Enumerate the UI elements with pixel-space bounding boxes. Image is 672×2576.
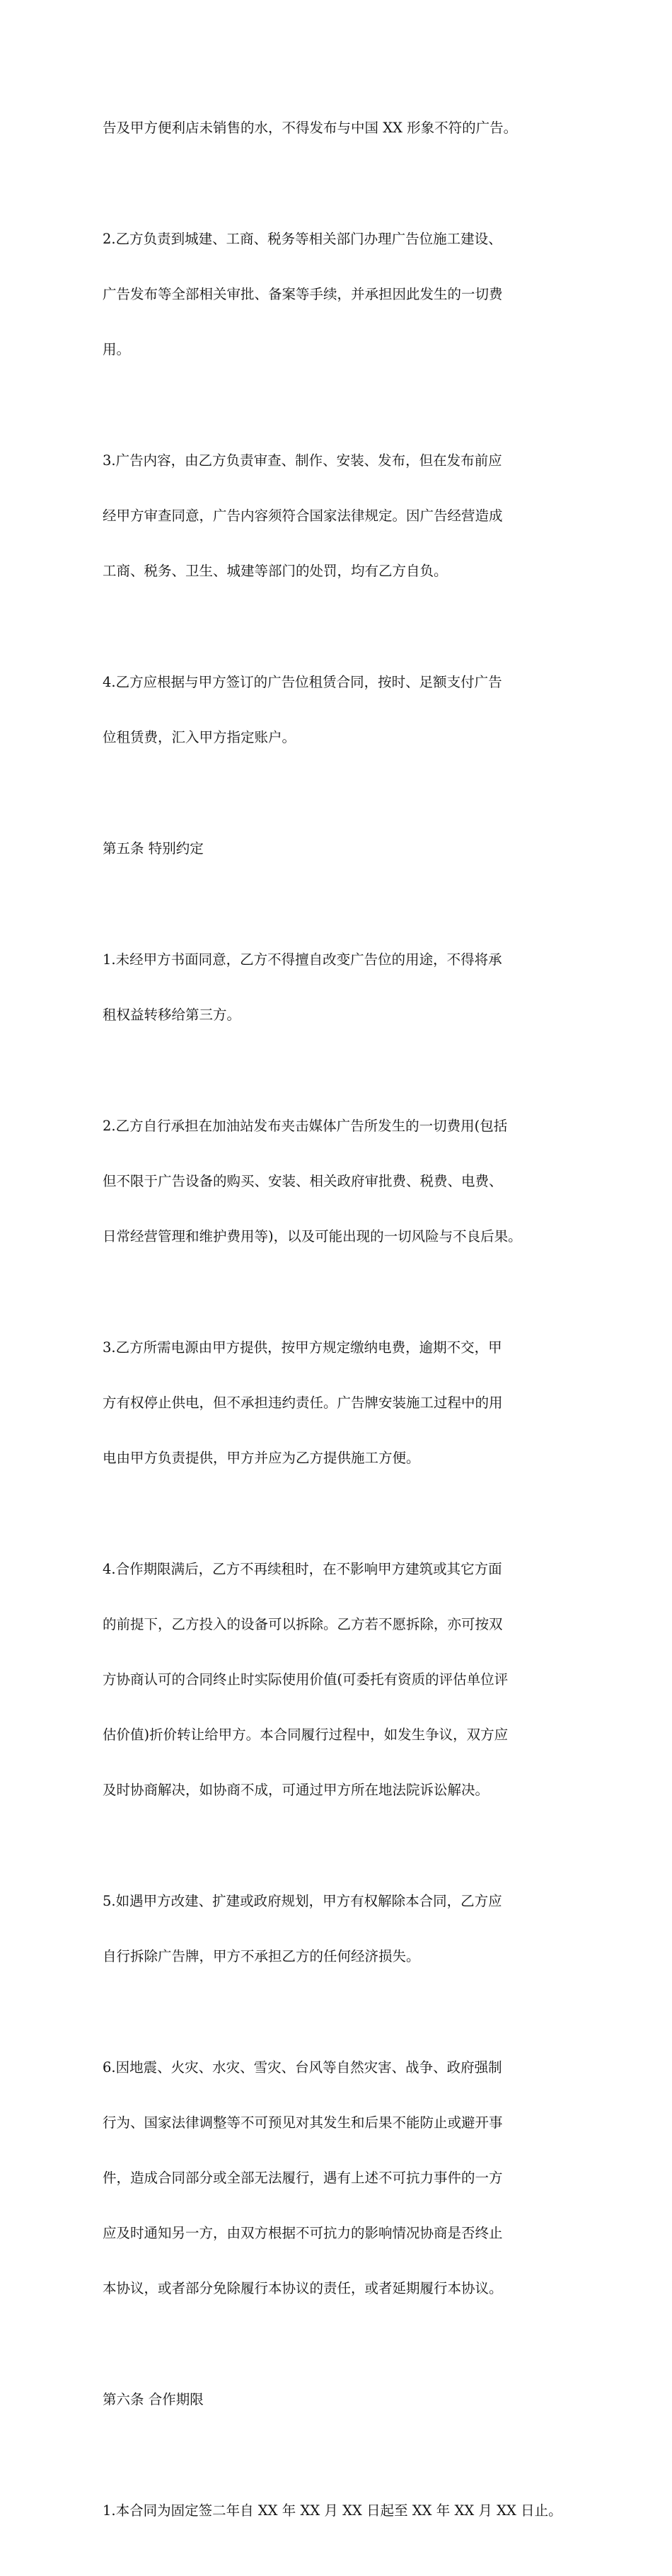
- text-line: 应及时通知另一方，由双方根据不可抗力的影响情况协商是否终止: [103, 2225, 503, 2241]
- text-line: 方有权停止供电，但不承担违约责任。广告牌安装施工过程中的用: [103, 1395, 503, 1411]
- text-line: 3.广告内容，由乙方负责审查、制作、安装、发布，但在发布前应: [103, 452, 502, 469]
- section-heading-article-6: [103, 2354, 584, 2446]
- text-line: 工商、税务、卫生、城建等部门的处罚，均有乙方自负。: [103, 563, 448, 579]
- paragraph-rent-payment: [103, 636, 584, 784]
- paragraph-ad-review: [103, 415, 584, 617]
- text-line: 6.因地震、火灾、水灾、雪灾、台风等自然灾害、战争、政府强制: [103, 2059, 502, 2076]
- text-line: 告及甲方便利店未销售的水，不得发布与中国 XX 形象不符的广告。: [103, 120, 518, 136]
- paragraph-power-supply: [103, 1302, 584, 1504]
- text-line: 经甲方审查同意，广告内容须符合国家法律规定。因广告经营造成: [103, 508, 503, 524]
- text-line: 租权益转移给第三方。: [103, 1007, 241, 1023]
- text-line: 行为、国家法律调整等不可预见对其发生和后果不能防止或避开事: [103, 2114, 503, 2131]
- text-line: 自行拆除广告牌，甲方不承担乙方的任何经济损失。: [103, 1948, 420, 1964]
- text-line: 1.未经甲方书面同意，乙方不得擅自改变广告位的用途，不得将承: [103, 951, 502, 968]
- heading-text: 第六条 合作期限: [103, 2391, 204, 2408]
- text-line: 本协议，或者部分免除履行本协议的责任，或者延期履行本协议。: [103, 2280, 503, 2296]
- text-line: 用。: [103, 341, 131, 357]
- paragraph-force-majeure: [103, 2022, 584, 2335]
- text-line: 2.乙方负责到城建、工商、税务等相关部门办理广告位施工建设、: [103, 231, 502, 247]
- text-line: 1.本合同为固定签二年自 XX 年 XX 月 XX 日起至 XX 年 XX 月 XX 日止。: [103, 2502, 562, 2519]
- text-line: 2.乙方自行承担在加油站发布夹击媒体广告所发生的一切费用(包括: [103, 1118, 508, 1134]
- text-line: 位租赁费，汇入甲方指定账户。: [103, 729, 296, 745]
- paragraph-contract-term: [103, 2465, 584, 2557]
- heading-text: 第五条 特别约定: [103, 840, 204, 857]
- text-line: 4.合作期限满后，乙方不再续租时，在不影响甲方建筑或其它方面: [103, 1561, 502, 1577]
- text-line: 日常经营管理和维护费用等)，以及可能出现的一切风险与不良后果。: [103, 1228, 522, 1244]
- paragraph-ad-content-restriction: [103, 82, 584, 174]
- paragraph-reconstruction: [103, 1855, 584, 2003]
- document-page: [103, 82, 584, 2576]
- paragraph-usage-restriction: [103, 914, 584, 1061]
- section-heading-article-5: [103, 803, 584, 895]
- text-line: 电由甲方负责提供，甲方并应为乙方提供施工方便。: [103, 1450, 420, 1466]
- paragraph-cost-responsibility: [103, 1080, 584, 1283]
- text-line: 估价值)折价转让给甲方。本合同履行过程中，如发生争议，双方应: [103, 1727, 509, 1743]
- text-line: 广告发布等全部相关审批、备案等手续，并承担因此发生的一切费: [103, 286, 503, 302]
- paragraph-term-expiry: [103, 1523, 584, 1836]
- text-line: 3.乙方所需电源由甲方提供，按甲方规定缴纳电费，逾期不交，甲: [103, 1339, 502, 1356]
- text-line: 方协商认可的合同终止时实际使用价值(可委托有资质的评估单位评: [103, 1671, 509, 1688]
- text-line: 件，造成合同部分或全部无法履行，遇有上述不可抗力事件的一方: [103, 2170, 503, 2186]
- text-line: 的前提下，乙方投入的设备可以拆除。乙方若不愿拆除，亦可按双: [103, 1616, 503, 1632]
- text-line: 5.如遇甲方改建、扩建或政府规划，甲方有权解除本合同，乙方应: [103, 1893, 502, 1909]
- text-line: 4.乙方应根据与甲方签订的广告位租赁合同，按时、足额支付广告: [103, 674, 502, 690]
- text-line: 及时协商解决，如协商不成，可通过甲方所在地法院诉讼解决。: [103, 1782, 489, 1798]
- paragraph-approval-procedures: [103, 193, 584, 396]
- text-line: 但不限于广告设备的购买、安装、相关政府审批费、税费、电费、: [103, 1173, 503, 1189]
